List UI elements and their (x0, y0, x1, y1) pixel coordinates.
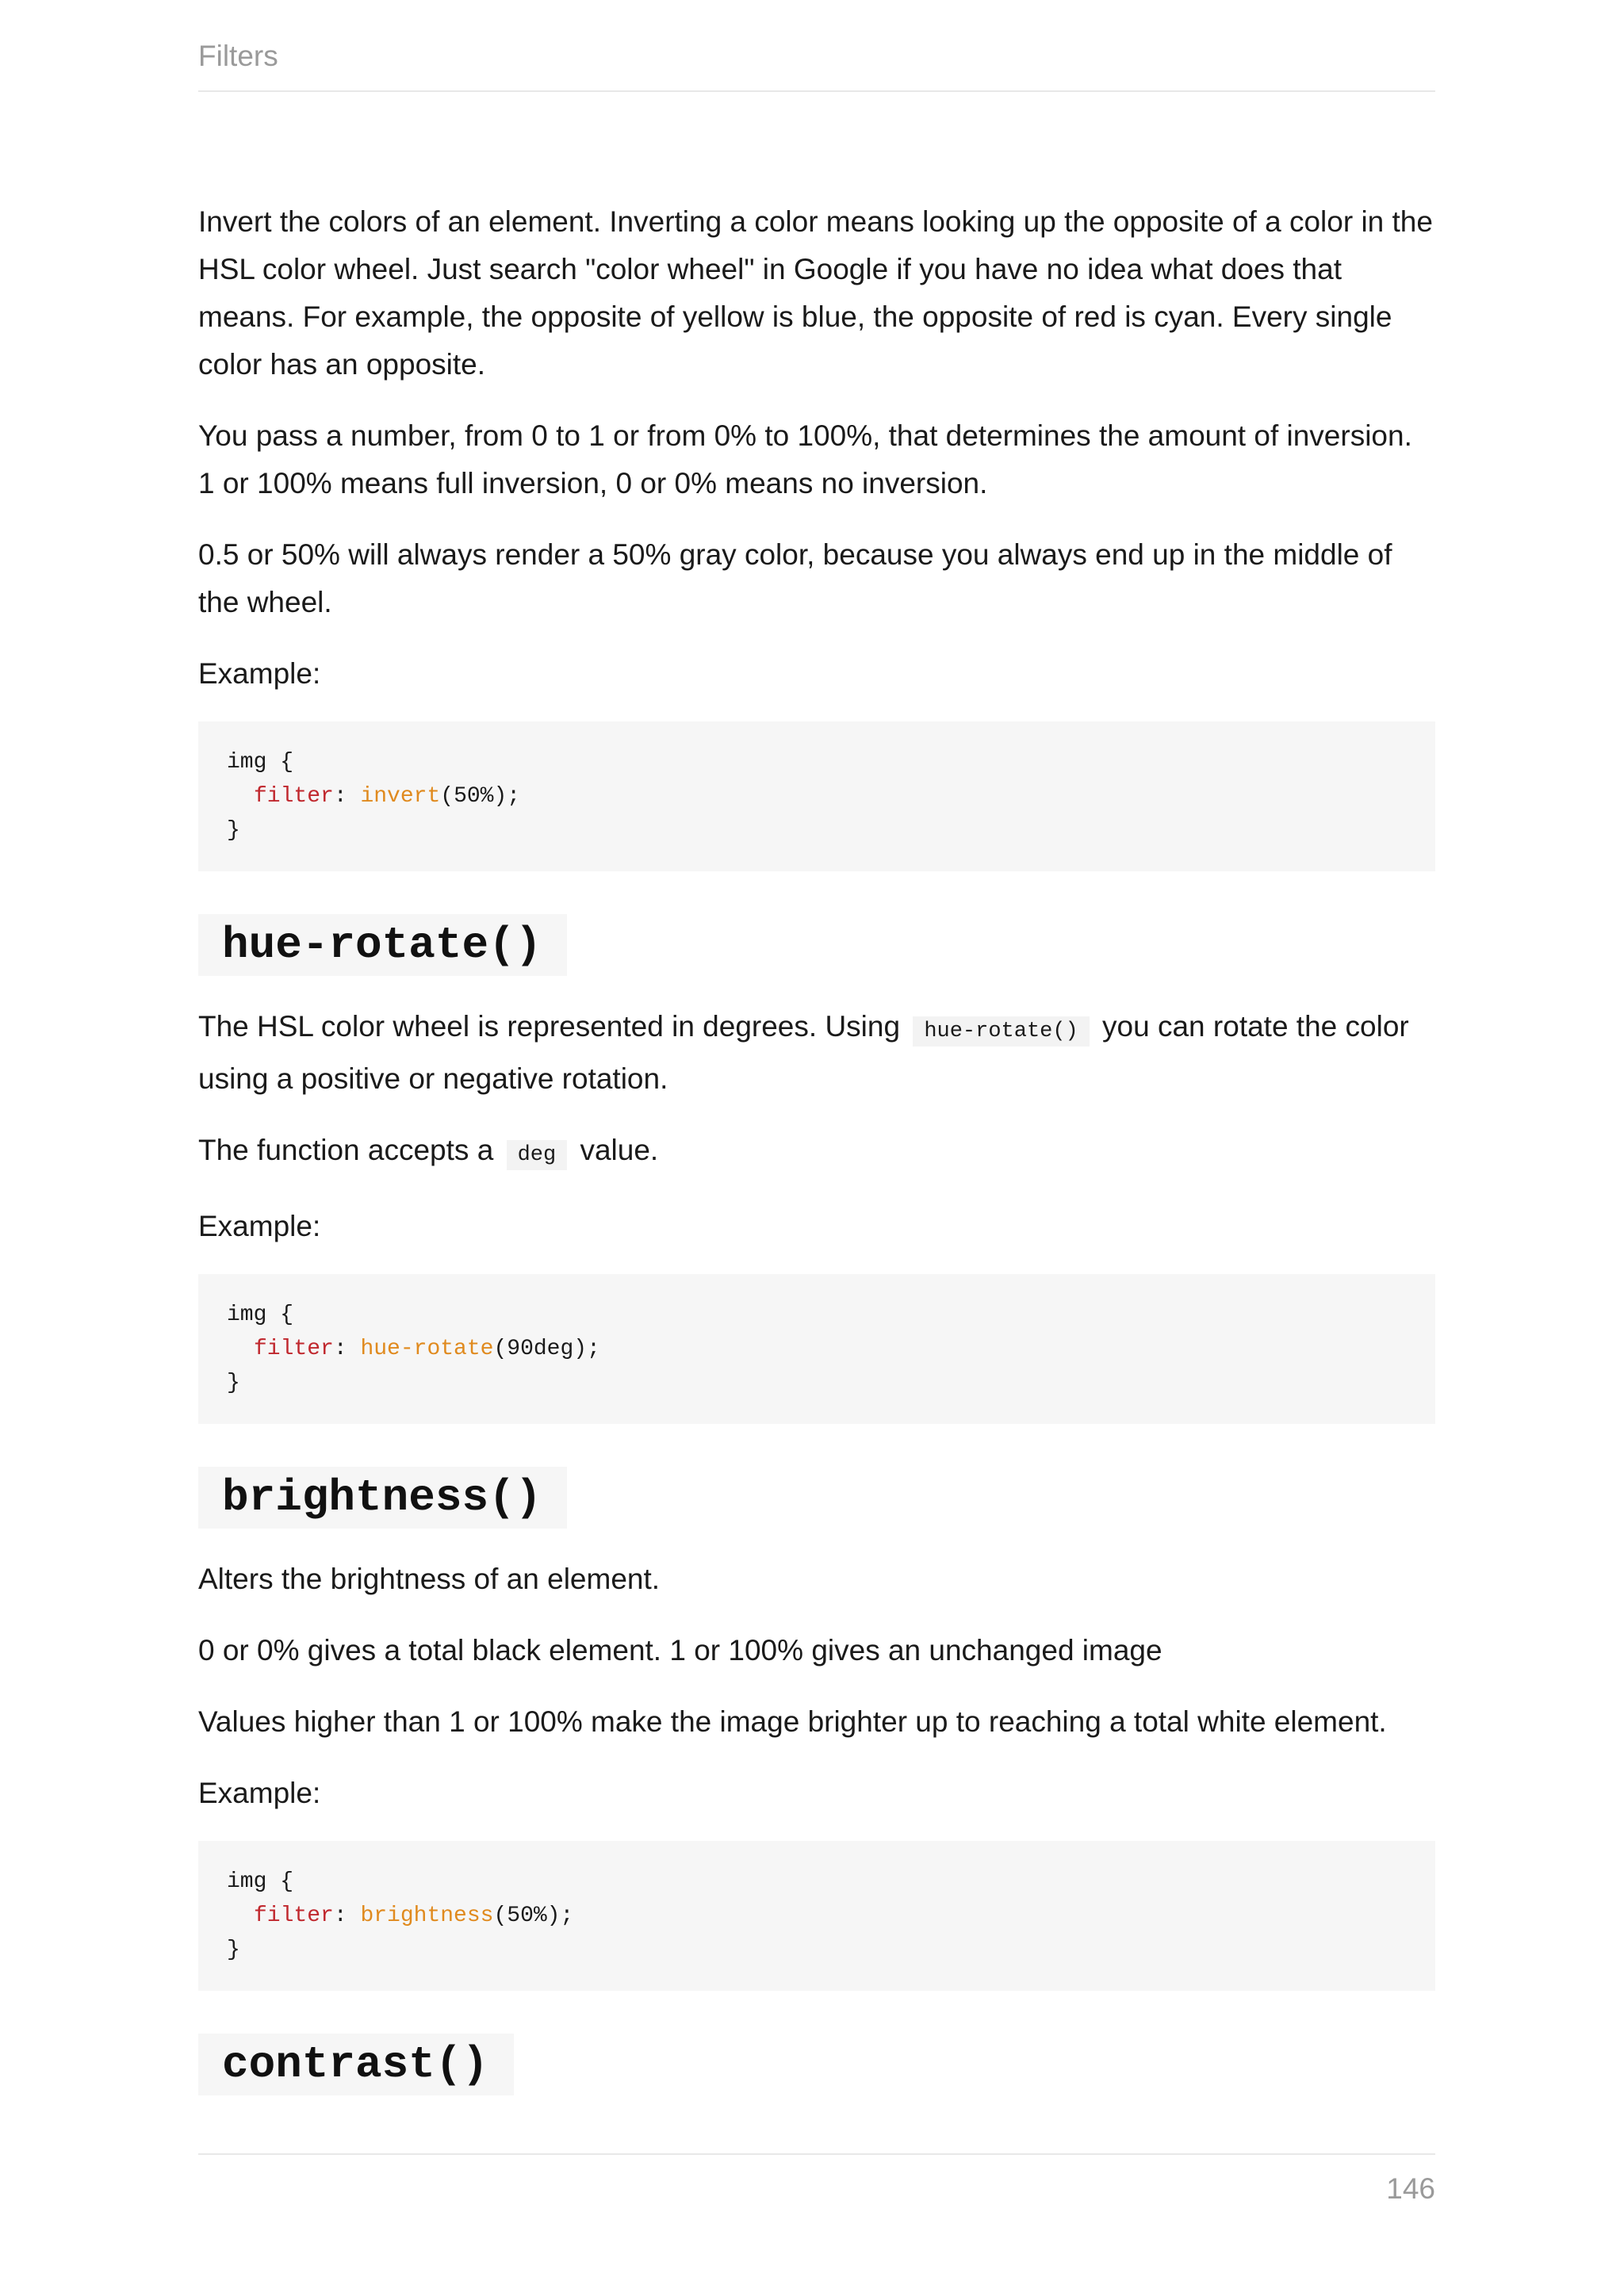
brightness-example-label: Example: (198, 1777, 321, 1809)
text-span: The HSL color wheel is represented in degrees. Using (198, 1010, 901, 1043)
page-content (198, 198, 1435, 2122)
brightness-paragraph-2: 0 or 0% gives a total black element. 1 or 100% gives an unchanged image (198, 1634, 1162, 1667)
code-args: (50%); (440, 784, 521, 809)
invert-example-label: Example: (198, 657, 321, 690)
code-selector-line: img { (227, 1303, 294, 1327)
running-header: Filters (198, 40, 1435, 92)
code-selector-line: img { (227, 1869, 294, 1894)
invert-paragraph-2: You pass a number, from 0 to 1 or from 0% to 100%, that determines the amount of inversion. 1 or 100% means full inversion, 0 or 0% means no inversion. (198, 419, 1412, 499)
code-function: invert (360, 784, 441, 809)
code-colon: : (333, 1904, 361, 1928)
page-number: 146 (1386, 2172, 1435, 2205)
text-span: value. (580, 1134, 659, 1166)
code-selector-line: img { (227, 750, 294, 775)
code-property: filter (254, 1904, 334, 1928)
code-declaration-line (227, 779, 1407, 813)
inline-code-hue-rotate: hue-rotate() (913, 1016, 1089, 1047)
code-property: filter (254, 1337, 334, 1361)
hue-rotate-code-block (198, 1274, 1435, 1424)
code-args: (50%); (493, 1904, 574, 1928)
brightness-heading: brightness() (198, 1467, 567, 1529)
code-declaration-line (227, 1332, 1407, 1366)
contrast-heading: contrast() (198, 2034, 514, 2095)
invert-code-block (198, 721, 1435, 871)
footer-divider (198, 2153, 1435, 2155)
code-colon: : (333, 784, 361, 809)
hue-rotate-heading: hue-rotate() (198, 914, 567, 976)
code-args: (90deg); (493, 1337, 600, 1361)
code-function: brightness (360, 1904, 494, 1928)
invert-paragraph-3: 0.5 or 50% will always render a 50% gray color, because you always end up in the middle of the wheel. (198, 538, 1392, 618)
brightness-paragraph-1: Alters the brightness of an element. (198, 1563, 661, 1595)
brightness-code-block (198, 1841, 1435, 1991)
brightness-paragraph-3: Values higher than 1 or 100% make the image brighter up to reaching a total white element. (198, 1705, 1387, 1738)
code-colon: : (333, 1337, 361, 1361)
text-span: The function accepts a (198, 1134, 494, 1166)
text-span: you can rotate the color using a positive or negative rotation. (198, 1010, 1409, 1095)
inline-code-deg: deg (507, 1140, 568, 1170)
code-close-line: } (227, 1938, 240, 1962)
code-property: filter (254, 784, 334, 809)
code-declaration-line (227, 1899, 1407, 1933)
hue-rotate-example-label: Example: (198, 1210, 321, 1242)
code-close-line: } (227, 1371, 240, 1395)
invert-paragraph-1: Invert the colors of an element. Inverting a color means looking up the opposite of a color in the HSL color wheel. Just search "color wheel" in Google if you have no idea what does that means. For example, the opposite of yellow is blue, the opposite of red is cyan. Every single color has an opposite. (198, 205, 1433, 381)
hue-rotate-paragraph-1 (198, 1003, 1435, 1103)
hue-rotate-paragraph-2 (198, 1127, 1435, 1179)
code-close-line: } (227, 818, 240, 843)
code-function: hue-rotate (360, 1337, 494, 1361)
